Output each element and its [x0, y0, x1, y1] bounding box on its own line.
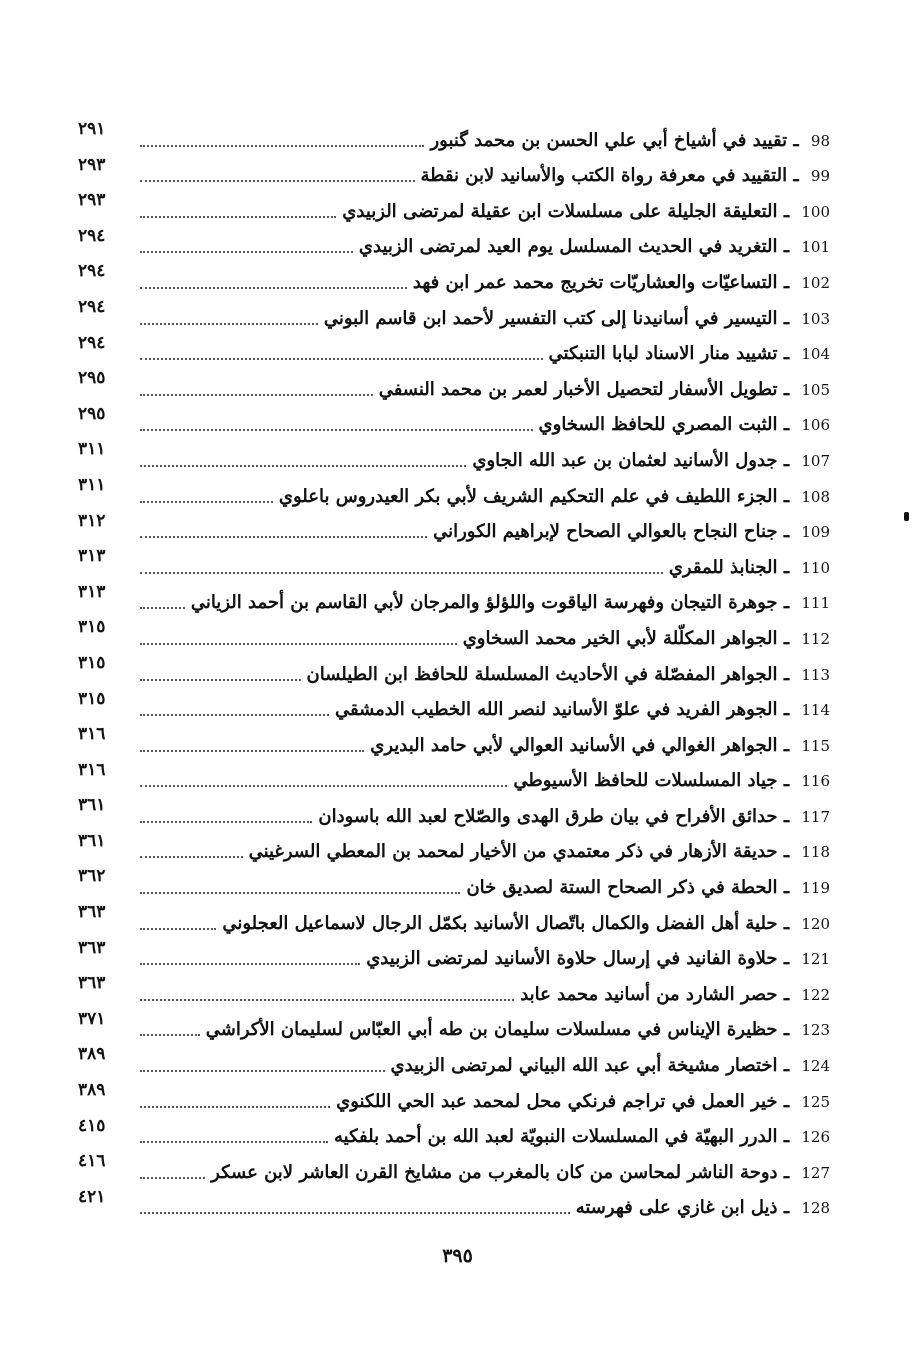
entry-text: ذيل ابن غازي على فهرسته [575, 1197, 778, 1219]
entry-text: الدرر البهيّة في المسلسلات النبويّة لعبد الله بن أحمد بلفكيه [334, 1126, 778, 1148]
entry-text: جناح النجاح بالعوالي الصحاح لإبراهيم الكوراني [433, 521, 778, 543]
entry-number: 119 [801, 879, 830, 898]
entry-title [669, 557, 830, 581]
entry-separator: ـ [777, 805, 796, 827]
toc-entry [78, 225, 830, 261]
entry-page-number: ٣١٥ [78, 688, 106, 709]
entry-page-number: ٢٩٤ [78, 261, 106, 282]
entry-number: 102 [801, 273, 830, 292]
entry-text: تطويل الأسفار لتحصيل الأخبار لعمر بن محمد النسفي [378, 378, 778, 400]
entry-number: 110 [801, 558, 830, 577]
dot-leader [140, 1141, 328, 1143]
toc-entry [78, 474, 830, 510]
entry-number: 126 [801, 1128, 830, 1147]
toc-entry [78, 901, 830, 937]
dot-leader [140, 429, 533, 431]
entry-text: حصر الشارد من أسانيد محمد عابد [520, 983, 778, 1005]
entry-separator: ـ [777, 449, 796, 471]
entry-title [342, 201, 830, 225]
entry-page-number: ٣٦٢ [78, 866, 106, 887]
entry-text: حدائق الأفراح في بيان طرق الهدى والصّلاح لعبد الله باسودان [318, 805, 778, 827]
toc-entry [78, 1150, 830, 1186]
toc-entry [78, 296, 830, 332]
entry-page-number: ٣١١ [78, 439, 106, 460]
entry-page-number: ٣٦٣ [78, 937, 106, 958]
entry-text: التقييد في معرفة رواة الكتب والأسانيد لابن نقطة [420, 165, 788, 187]
dot-leader [140, 216, 336, 218]
entry-text: حلاوة الفانيد في إرسال حلاوة الأسانيد لمرتضى الزبيدي [366, 948, 778, 970]
toc-entry [78, 830, 830, 866]
entry-page-number: ٤١٦ [78, 1151, 106, 1172]
entry-text: الجزء اللطيف في علم التحكيم الشريف لأبي بكر العيدروس باعلوي [278, 485, 778, 507]
entry-title [413, 272, 830, 296]
entry-separator: ـ [777, 877, 796, 899]
toc-entry [78, 367, 830, 403]
dot-leader [140, 643, 457, 645]
entry-title [463, 628, 830, 652]
toc-entry [78, 972, 830, 1008]
entry-separator: ـ [777, 841, 796, 863]
entry-separator: ـ [777, 271, 796, 293]
entry-separator: ـ [777, 770, 796, 792]
entry-separator: ـ [777, 236, 796, 258]
entry-separator: ـ [787, 165, 805, 187]
toc-entry [78, 652, 830, 688]
entry-number: 123 [801, 1021, 830, 1040]
toc-entry [78, 794, 830, 830]
entry-number: 112 [801, 629, 830, 648]
entry-page-number: ٤٢١ [78, 1186, 106, 1207]
dot-leader [140, 323, 318, 325]
entry-separator: ـ [777, 592, 796, 614]
entry-page-number: ٣٦٣ [78, 973, 106, 994]
page-number: ٣٩٥ [442, 1245, 473, 1267]
entry-text: جدول الأسانيد لعثمان بن عبد الله الجاوي [472, 449, 778, 471]
entry-separator: ـ [777, 627, 796, 649]
dot-leader [140, 679, 301, 681]
dot-leader [140, 963, 360, 965]
entry-page-number: ٣٨٩ [78, 1080, 106, 1101]
entry-title [206, 1019, 830, 1043]
toc-entry [78, 723, 830, 759]
entry-page-number: ٣٦١ [78, 830, 106, 851]
entry-separator: ـ [777, 699, 796, 721]
entry-separator: ـ [777, 1019, 796, 1041]
entry-title [513, 770, 830, 794]
toc-entry [78, 260, 830, 296]
toc-entry [78, 545, 830, 581]
entry-text: الجنابذ للمقري [668, 556, 778, 578]
entry-number: 105 [801, 380, 830, 399]
dot-leader [140, 287, 407, 289]
entry-title [366, 948, 830, 972]
dot-leader [140, 1212, 570, 1214]
entry-title [334, 1126, 830, 1150]
entry-title [421, 165, 831, 189]
entry-title [430, 130, 830, 154]
dot-leader [140, 536, 427, 538]
entry-separator: ـ [777, 1197, 796, 1219]
dot-leader [140, 251, 353, 253]
entry-separator: ـ [777, 1055, 796, 1077]
entry-text: الجواهر المكلّلة لأبي الخير محمد السخاوي [462, 627, 778, 649]
toc-entry [78, 688, 830, 724]
entry-separator: ـ [777, 378, 796, 400]
dot-leader [140, 750, 364, 752]
entry-separator: ـ [777, 1161, 796, 1183]
entry-title [539, 414, 830, 438]
entry-title [370, 735, 830, 759]
entry-page-number: ٢٩٤ [78, 332, 106, 353]
entry-page-number: ٣١٢ [78, 510, 106, 531]
entry-text: الحطة في ذكر الصحاح الستة لصديق خان [466, 877, 778, 899]
entry-page-number: ٣١٥ [78, 617, 106, 638]
entry-number: 115 [801, 736, 830, 755]
entry-title [472, 450, 830, 474]
entry-separator: ـ [777, 414, 796, 436]
dot-leader [140, 358, 543, 360]
entry-title [336, 1091, 830, 1115]
dot-leader [140, 572, 663, 574]
entry-page-number: ٣١٦ [78, 759, 106, 780]
entry-text: الثبت المصري للحافظ السخاوي [538, 414, 778, 436]
entry-number: 107 [801, 451, 830, 470]
entry-separator: ـ [777, 663, 796, 685]
entry-title [359, 236, 830, 260]
entry-page-number: ٢٩٥ [78, 403, 106, 424]
entry-text: الجواهر الغوالي في الأسانيد العوالي لأبي حامد البديري [370, 734, 778, 756]
entry-page-number: ٣١٦ [78, 724, 106, 745]
entry-text: التعليقة الجليلة على مسلسلات ابن عقيلة لمرتضى الزبيدي [342, 200, 778, 222]
entry-separator: ـ [777, 1090, 796, 1112]
toc-entry [78, 189, 830, 225]
toc-entry [78, 332, 830, 368]
entry-page-number: ٤١٥ [78, 1115, 106, 1136]
entry-page-number: ٢٩١ [78, 119, 106, 139]
toc-entry [78, 118, 830, 154]
entry-text: دوحة الناشر لمحاسن من كان بالمغرب من مشايخ القرن العاشر لابن عسكر [211, 1161, 778, 1183]
toc-entry [78, 759, 830, 795]
entry-number: 101 [801, 238, 830, 257]
entry-title [335, 699, 830, 723]
dot-leader [140, 1070, 385, 1072]
toc-entry [78, 616, 830, 652]
entry-text: جياد المسلسلات للحافظ الأسيوطي [513, 770, 778, 792]
entry-title [391, 1055, 830, 1079]
entry-number: 120 [801, 914, 830, 933]
entry-number: 114 [801, 701, 830, 720]
entry-number: 103 [801, 309, 830, 328]
entry-number: 108 [801, 487, 830, 506]
dot-leader [140, 394, 373, 396]
entry-page-number: ٣٧١ [78, 1008, 106, 1029]
dot-leader [140, 928, 216, 930]
entry-page-number: ٣١٣ [78, 581, 106, 602]
dot-leader [140, 465, 466, 467]
toc-entry [78, 438, 830, 474]
entry-page-number: ٣١٣ [78, 546, 106, 567]
dot-leader [140, 1177, 205, 1179]
entry-title [279, 486, 830, 510]
entry-text: التساعيّات والعشاريّات تخريج محمد عمر ابن فهد [412, 271, 778, 293]
entry-text: اختصار مشيخة أبي عبد الله البياني لمرتضى الزبيدي [390, 1055, 778, 1077]
entry-separator: ـ [777, 948, 796, 970]
entry-number: 111 [801, 594, 830, 613]
entry-number: 113 [801, 665, 830, 684]
entry-number: 116 [801, 772, 830, 791]
entry-number: 109 [801, 523, 830, 542]
entry-title [222, 913, 830, 937]
entry-separator: ـ [777, 912, 796, 934]
dot-leader [140, 892, 460, 894]
entry-number: 99 [810, 167, 830, 186]
entry-number: 124 [801, 1057, 830, 1076]
entry-separator: ـ [777, 200, 796, 222]
margin-mark [904, 512, 909, 521]
entry-text: التيسير في أسانيدنا إلى كتب التفسير لأحمد ابن قاسم البوني [323, 307, 778, 329]
entry-separator: ـ [777, 1126, 796, 1148]
entry-title [433, 521, 830, 545]
toc-entry [78, 1008, 830, 1044]
dot-leader [140, 501, 273, 503]
dot-leader [140, 145, 424, 147]
dot-leader [140, 1034, 200, 1036]
toc-entry [78, 865, 830, 901]
entry-text: تشييد منار الاسناد لبابا التنبكتي [548, 343, 778, 365]
toc-entry [78, 1079, 830, 1115]
entry-text: جوهرة التيجان وفهرسة الياقوت واللؤلؤ والمرجان لأبي القاسم بن أحمد الزياني [190, 592, 778, 614]
entry-separator: ـ [777, 556, 796, 578]
dot-leader [140, 999, 514, 1001]
entry-page-number: ٢٩٣ [78, 190, 106, 211]
toc-entry [78, 1186, 830, 1222]
entry-separator: ـ [777, 983, 796, 1005]
entry-title [324, 308, 830, 332]
entry-number: 125 [801, 1092, 830, 1111]
dot-leader [140, 1106, 330, 1108]
entry-title [379, 379, 830, 403]
toc-entry [78, 937, 830, 973]
entry-number: 121 [801, 950, 830, 969]
entry-title [576, 1197, 830, 1221]
entry-text: التغريد في الحديث المسلسل يوم العيد لمرتضى الزبيدي [358, 236, 778, 258]
entry-title [520, 984, 830, 1008]
entry-text: الجواهر المفصّلة في الأحاديث المسلسلة للحافظ ابن الطيلسان [306, 663, 778, 685]
entry-title [211, 1162, 830, 1186]
entry-separator: ـ [777, 734, 796, 756]
entry-title [307, 664, 830, 688]
entry-title [249, 841, 830, 865]
entry-number: 98 [810, 131, 830, 150]
entry-title [549, 343, 830, 367]
dot-leader [140, 180, 415, 182]
toc-entry [78, 510, 830, 546]
toc-entry [78, 1043, 830, 1079]
entry-text: حديقة الأزهار في ذكر معتمدي من الأخيار لمحمد بن المعطي السرغيني [248, 841, 778, 863]
entry-page-number: ٢٩٣ [78, 154, 106, 175]
entry-number: 127 [801, 1163, 830, 1182]
entry-page-number: ٢٩٤ [78, 225, 106, 246]
entry-page-number: ٣٦٣ [78, 902, 106, 923]
entry-page-number: ٣١٥ [78, 652, 106, 673]
entry-separator: ـ [777, 485, 796, 507]
entry-number: 104 [801, 345, 830, 364]
entry-number: 122 [801, 985, 830, 1004]
entry-page-number: ٢٩٥ [78, 368, 106, 389]
toc-entry [78, 1115, 830, 1151]
entry-title [466, 877, 830, 901]
entry-title [318, 806, 830, 830]
entry-number: 118 [801, 843, 830, 862]
table-of-contents [78, 118, 830, 1221]
entry-separator: ـ [777, 521, 796, 543]
entry-text: الجوهر الفريد في علوّ الأسانيد لنصر الله الخطيب الدمشقي [335, 699, 778, 721]
entry-page-number: ٣١١ [78, 474, 106, 495]
entry-text: خير العمل في تراجم فرنكي محل لمحمد عبد الحي اللكنوي [336, 1090, 778, 1112]
toc-entry [78, 581, 830, 617]
entry-separator: ـ [777, 307, 796, 329]
dot-leader [140, 785, 507, 787]
entry-page-number: ٣٦١ [78, 795, 106, 816]
entry-text: حظيرة الإيناس في مسلسلات سليمان بن طه أبي العبّاس لسليمان الأكراشي [205, 1019, 778, 1041]
dot-leader [140, 821, 312, 823]
entry-number: 100 [801, 202, 830, 221]
entry-number: 128 [801, 1199, 830, 1218]
entry-text: تقييد في أشياخ أبي علي الحسن بن محمد گنبور [430, 129, 788, 151]
dot-leader [140, 607, 185, 609]
entry-title [191, 592, 830, 616]
entry-text: حلية أهل الفضل والكمال باتّصال الأسانيد بكمّل الرجال لاسماعيل العجلوني [222, 912, 778, 934]
dot-leader [140, 714, 329, 716]
entry-page-number: ٣٨٩ [78, 1044, 106, 1065]
toc-entry [78, 154, 830, 190]
entry-page-number: ٢٩٤ [78, 296, 106, 317]
dot-leader [140, 856, 243, 858]
entry-number: 117 [801, 807, 830, 826]
entry-number: 106 [801, 416, 830, 435]
entry-separator: ـ [777, 343, 796, 365]
entry-separator: ـ [787, 129, 805, 151]
toc-entry [78, 403, 830, 439]
